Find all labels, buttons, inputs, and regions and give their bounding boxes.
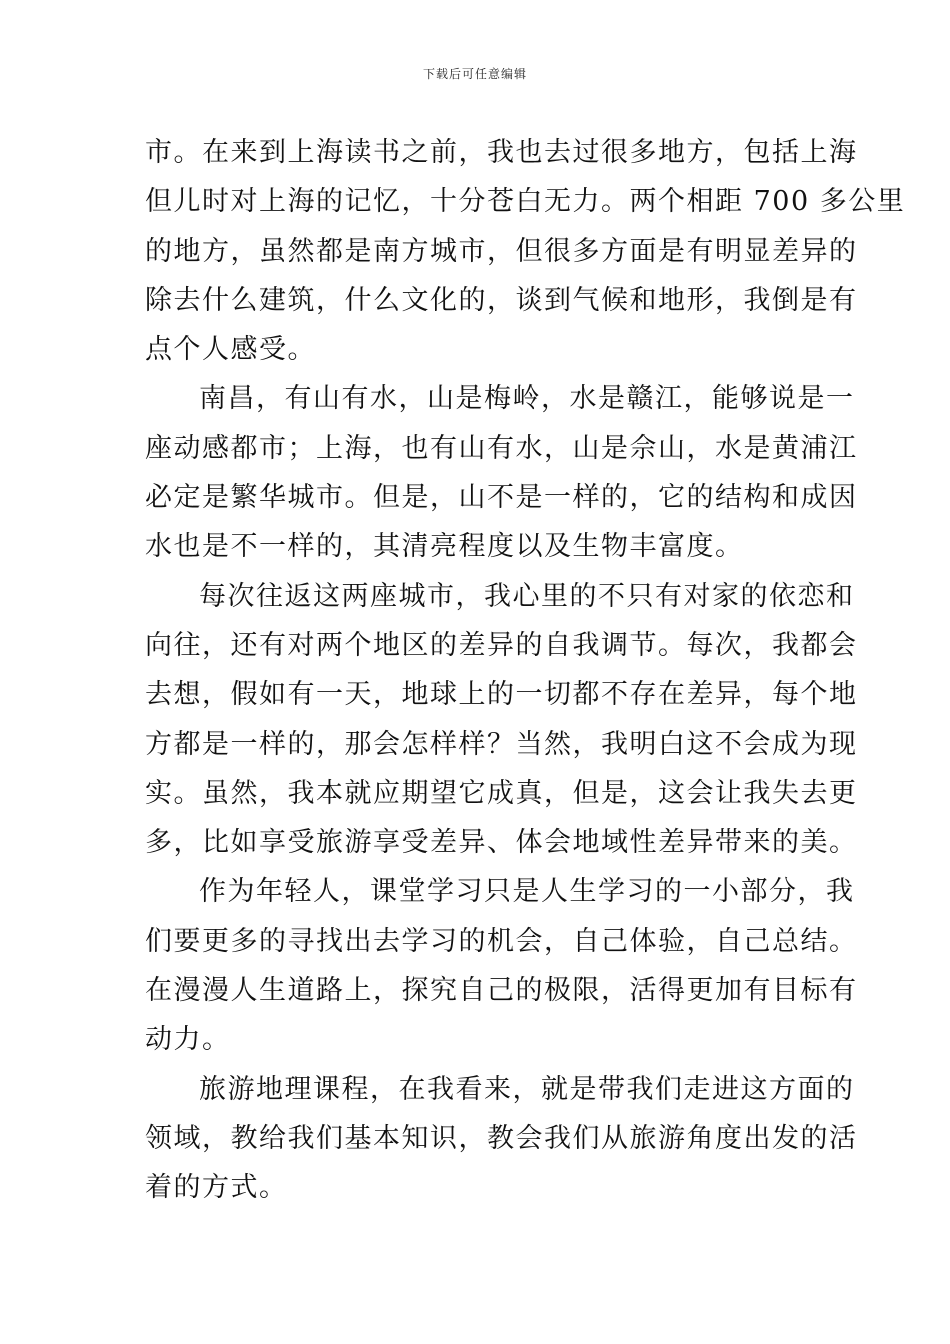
- text-line: 但儿时对上海的记忆，十分苍白无力。两个相距 700 多公里: [145, 186, 906, 218]
- text-line: 们要更多的寻找出去学习的机会，自己体验，自己总结。: [145, 925, 858, 957]
- text-line: 方都是一样的，那会怎样样？当然，我明白这不会成为现: [145, 728, 858, 760]
- paragraph: [145, 374, 858, 571]
- text-line: 的地方，虽然都是南方城市，但很多方面是有明显差异的: [145, 235, 858, 267]
- text-line: 必定是繁华城市。但是，山不是一样的，它的结构和成因: [145, 482, 858, 514]
- text-line: 领域，教给我们基本知识，教会我们从旅游角度出发的活: [145, 1122, 858, 1154]
- text-line: 水也是不一样的，其清亮程度以及生物丰富度。: [145, 531, 744, 563]
- text-line: 南昌，有山有水，山是梅岭，水是赣江，能够说是一: [199, 383, 855, 415]
- text-line: 多，比如享受旅游享受差异、体会地域性差异带来的美。: [145, 827, 858, 859]
- text-line: 每次往返这两座城市，我心里的不只有对家的依恋和: [199, 580, 855, 612]
- text-line: 去想，假如有一天，地球上的一切都不存在差异，每个地: [145, 679, 858, 711]
- text-line: 向往，还有对两个地区的差异的自我调节。每次，我都会: [145, 629, 858, 661]
- text-line: 除去什么建筑，什么文化的，谈到气候和地形，我倒是有: [145, 284, 858, 316]
- paragraph: [145, 867, 858, 1064]
- paragraph: [145, 572, 858, 868]
- text-line: 点个人感受。: [145, 334, 316, 366]
- text-line: 座动感都市；上海，也有山有水，山是佘山，水是黄浦江: [145, 432, 858, 464]
- text-line: 市。在来到上海读书之前，我也去过很多地方，包括上海: [145, 137, 858, 168]
- text-line: 动力。: [145, 1024, 231, 1056]
- document-body: [145, 128, 906, 1213]
- text-line: 着的方式。: [145, 1172, 288, 1204]
- text-line: 实。虽然，我本就应期望它成真，但是，这会让我失去更: [145, 777, 858, 809]
- text-line: 旅游地理课程，在我看来，就是带我们走进这方面的: [199, 1073, 855, 1105]
- paragraph: [145, 128, 906, 374]
- paragraph: [145, 1065, 858, 1213]
- text-line: 作为年轻人，课堂学习只是人生学习的一小部分，我: [199, 876, 855, 908]
- page-header-note: 下载后可任意编辑: [422, 67, 527, 81]
- text-line: 在漫漫人生道路上，探究自己的极限，活得更加有目标有: [145, 975, 858, 1007]
